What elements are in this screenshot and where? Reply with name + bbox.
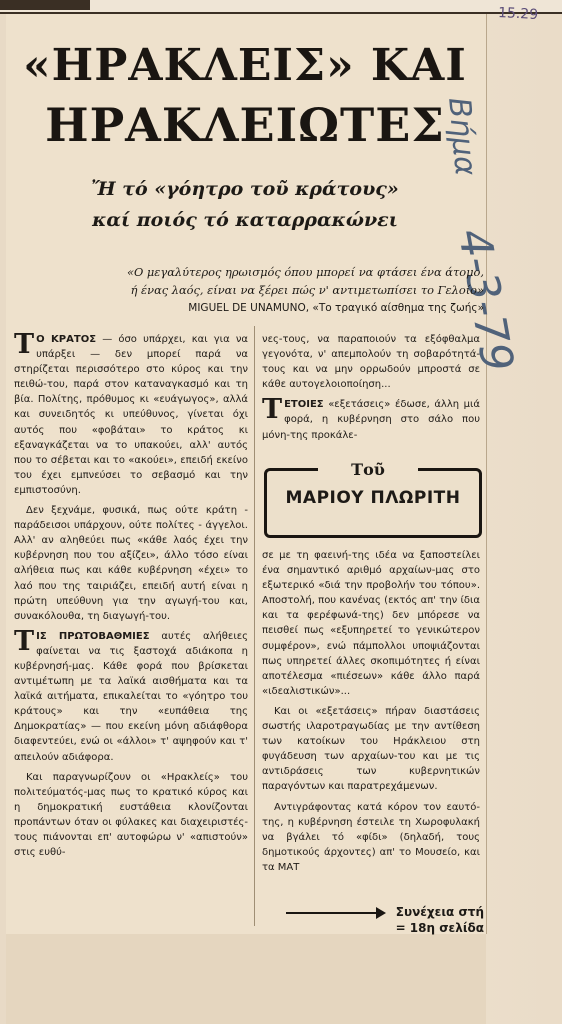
subheadline-line-2: καί ποιός τό καταρρακώνει	[92, 209, 398, 231]
subheadline-line-1: Ἤ τό «γόητρο τοῦ κράτους»	[91, 178, 399, 200]
lead-in: Ο ΚΡΑΤΟΣ	[36, 334, 97, 345]
paragraph-text: αυτές αλήθειες φαίνεται να τις ξαστοχά αδιάκοπα η κυβέρνησή-μας. Κάθε φορά που βρίσκεται αντιμέτωπη με τα λαϊκά αισθήματα και τα λαϊκά αιτήματα, επικαλείται το «γόητρο του κράτους» και την «ευπάθεια της Δημοκρατίας» — που εκείνη μόνη αδιάφθορα διαφεντεύει, ενώ οι «άλλοι» τ' αψηφούν και τ' απειλούν αδιάφορα.	[14, 630, 248, 763]
paragraph-5	[262, 394, 480, 442]
epigraph-attribution: MIGUEL DE UNAMUNO, «Το τραγικό αίσθημα της ζωής»	[188, 302, 484, 314]
paragraph-4: Και παραγνωρίζουν οι «Ηρακλείς» του πολιτεύματός-μας πως το κρατικό κύρος και η δημοκρατική ευστάθεια κλονίζονται προπάντων όταν οι φύλακες και διαχειριστές-τους πιάνονται επ' αυτοφώρω ν' «απιστούν» στις ευθύ-	[14, 771, 248, 859]
paragraph-text: «εξετάσεις» έδωσε, άλλη μιά φορά, η κυβέρνηση στο σάλο που μόνη-της προκάλε-	[262, 399, 480, 441]
epigraph-line-1: «Ο μεγαλύτερος ηρωισμός όπου μπορεί να φτάσει ένα άτομο,	[126, 265, 484, 279]
continuation-line-2: = 18η σελίδα	[395, 921, 484, 935]
paragraph-1	[14, 329, 249, 498]
continuation-arrow	[286, 912, 378, 914]
paragraph-6: Και οι «εξετάσεις» πήραν διαστάσεις σωστής ιλαροτραγωδίας με την αντίθεση των κατοίκων του Ηράκλειου στη φυγάδευση των αρχαίων-του και με τις αντιδράσεις των κυβερνητικών παραγόντων και παρατρεχάμενων.	[262, 705, 480, 793]
paragraph-2: Δεν ξεχνάμε, φυσικά, πως ούτε κράτη - παράδεισοι υπάρχουν, ούτε πολίτες - άγγελοι. Αλλ' αν αληθεύει πως «κάθε λαός έχει την κυβέρνηση που του αξίζει», άλλο τόσο είναι αλήθεια πως και κάθε κυβέρνηση «έχει» το λαό που της ταιριάζει, επειδή αυτή είναι η πρώτη υπεύθυνη για την αγωγή-του και, συνακόλουθα, τη διαγωγή-του.	[14, 505, 248, 622]
paragraph-7: Αντιγράφοντας κατά κόρον τον εαυτό-της, η κυβέρνηση έστειλε τη Χωροφυλακή να βγάλει τό «φίδι» (δηλαδή, τους δημοτικούς άρχοντες) απ' το Μουσείο, και τα ΜΑΤ	[262, 801, 480, 873]
handwritten-source-note: Βήμα	[441, 96, 483, 178]
byline-prefix: Τοῦ	[318, 460, 418, 480]
article-left-column	[14, 329, 249, 865]
paragraph-text: — όσο υπάρχει, και για να υπάρξει — δεν μπορεί παρά να στηρίζεται περισσότερο στο κύρος και την πειθώ-του, παρά στον καταναγκασμό και τη βία. Πολίτης, πρόθυμος κι «ευάγωγος», αλλά και συνειδητός κι υπεύθυνος, γίνεται όχι αυτός που «φοβάται» το κράτος κι εξαναγκάζεται να το υπακούει, αλλ' αυτός που το σέβεται και το «ακούει», επειδή εκείνο του έχει εμπνεύσει το σεβασμό και την εμπιστοσύνη.	[14, 334, 249, 496]
paragraph-continued: σε με τη φαεινή-της ιδέα να ξαποστείλει ένα σημαντικό αριθμό αρχαίων-μας στο εξωτερικό «διά την προβολήν του τόπου». Αποστολή, που κανένας (εκτός απ' την ίδια και τα φερέφωνά-της) δεν μπόρεσε να πεισθεί πως «εξυπηρετεί το γενικώτερον συμφέρον», ενώ πάμπολλοι υποψιάζονται πως υπηρετεί άλλες σκοπιμότητες ή είναι αποτέλεσμα «πιέσεων» κάθε άλλο παρά «ιδεαλιστικών»...	[262, 550, 480, 697]
drop-cap: Τ	[262, 394, 283, 426]
clipping-lower-margin	[6, 934, 486, 1024]
epigraph-line-2: ή ένας λαός, είναι να ξέρει πώς ν' αντιμετωπίσει το Γελοίο»	[130, 283, 484, 297]
paragraph-continued: νες-τους, να παραποιούν τα εξόφθαλμα γεγονότα, ν' απεμπολούν τη σοβαρότητά-τους και να μην ορρωδούν μπροστά σε κάθε αυτογελοιοποίηση...	[262, 334, 480, 391]
article-right-column-bottom	[262, 548, 480, 880]
top-page-edge	[0, 0, 562, 14]
headline-line-1: «ΗΡΑΚΛΕΙΣ» ΚΑΙ	[23, 40, 467, 91]
lead-in: ΙΣ ΠΡΩΤΟΒΑΘΜΙΕΣ	[36, 630, 150, 642]
lead-in: ΕΤΟΙΕΣ	[284, 399, 324, 411]
column-divider	[254, 326, 255, 926]
byline-author: ΜΑΡΙΟΥ ΠΛΩΡΙΤΗ	[285, 488, 461, 508]
continuation-line-1: Συνέχεια στή	[395, 905, 484, 919]
catalog-number: 15.29	[497, 4, 539, 24]
drop-cap: Τ	[14, 329, 35, 360]
handwritten-date-note: 4-3-79	[447, 225, 523, 376]
article-right-column-top	[262, 332, 480, 448]
headline-line-2: ΗΡΑΚΛΕΙΩΤΕΣ	[45, 98, 445, 152]
paragraph-3	[14, 625, 248, 765]
top-edge-strip	[0, 0, 90, 10]
drop-cap: Τ	[14, 625, 35, 657]
